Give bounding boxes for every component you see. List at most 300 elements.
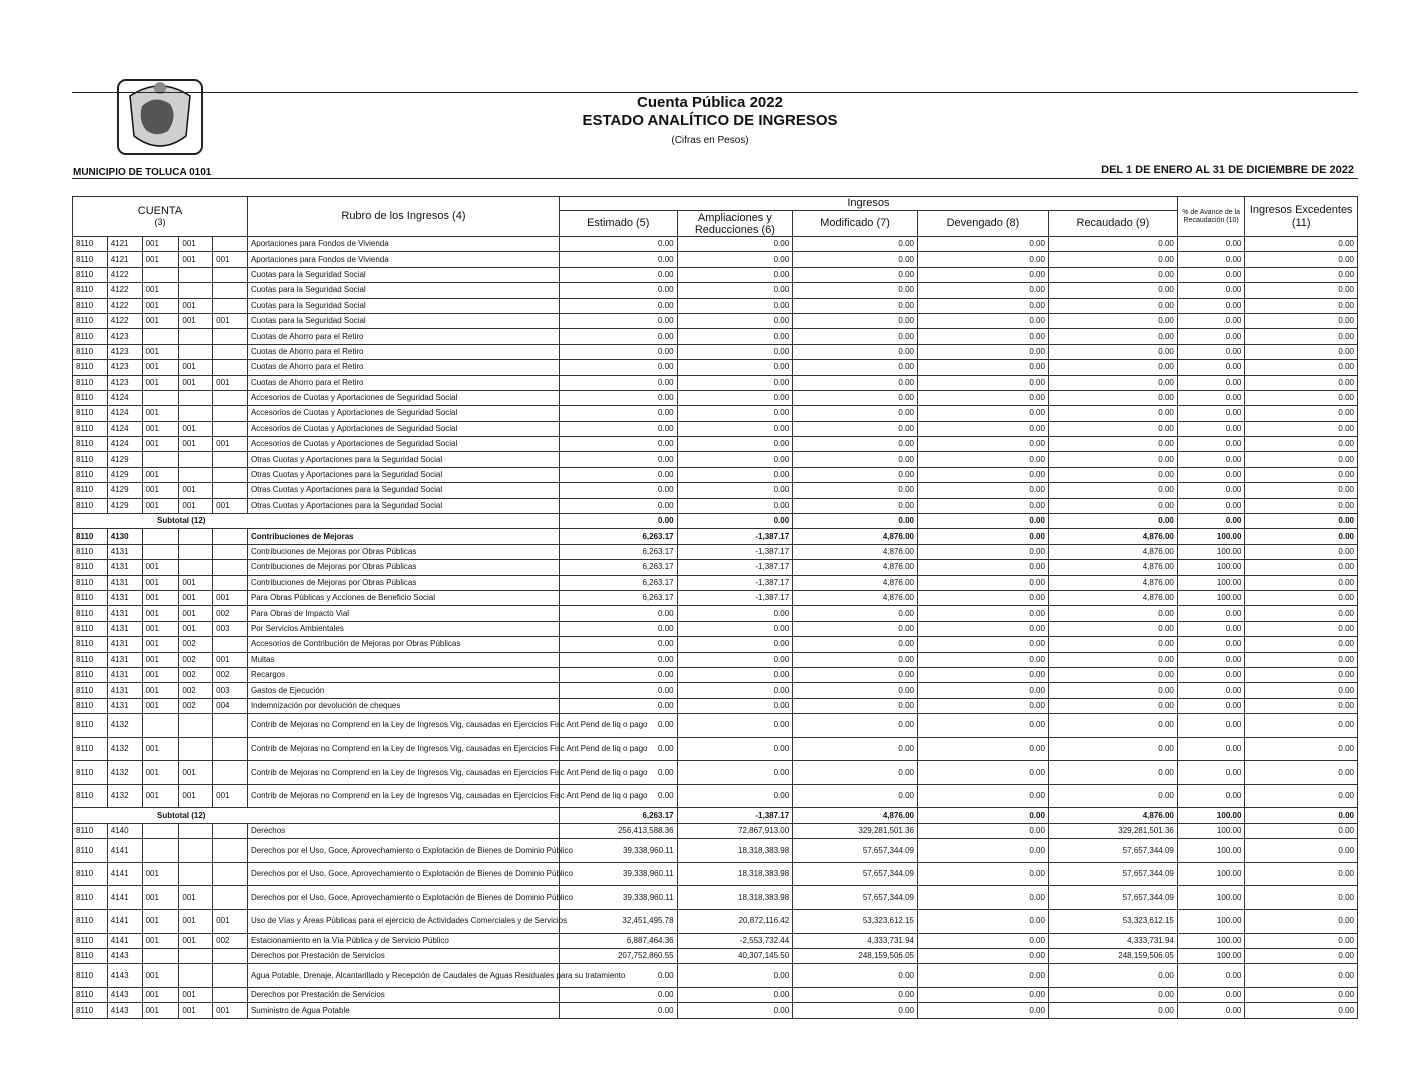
ampliaciones-cell: 0.00	[677, 283, 793, 298]
avance-cell: 0.00	[1177, 360, 1245, 375]
account-code-5: 001	[213, 252, 248, 267]
recaudado-cell: 0.00	[1048, 329, 1177, 344]
account-code-5: 001	[213, 375, 248, 390]
estimado-cell: 6,263.17	[559, 544, 677, 559]
rubro-cell: Recargos	[247, 667, 559, 682]
ampliaciones-cell: 0.00	[677, 298, 793, 313]
recaudado-cell: 0.00	[1048, 761, 1177, 785]
excedentes-cell: 0.00	[1245, 375, 1358, 390]
recaudado-cell: 0.00	[1048, 621, 1177, 636]
account-code-4: 001	[179, 313, 213, 328]
account-code-5	[213, 529, 248, 544]
account-code-4	[179, 467, 213, 482]
account-code-3: 001	[142, 698, 179, 713]
account-code-2: 4123	[107, 344, 142, 359]
ampliaciones-cell: 0.00	[677, 698, 793, 713]
account-code-1: 8110	[73, 606, 108, 621]
ampliaciones-cell: -1,387.17	[677, 560, 793, 575]
recaudado-cell: 0.00	[1048, 452, 1177, 467]
account-code-4: 001	[179, 988, 213, 1003]
account-code-3	[142, 823, 179, 838]
avance-cell: 0.00	[1177, 406, 1245, 421]
account-code-2: 4129	[107, 452, 142, 467]
account-code-4: 002	[179, 637, 213, 652]
table-row	[73, 390, 1358, 405]
avance-cell: 0.00	[1177, 714, 1245, 738]
account-code-4: 001	[179, 910, 213, 934]
recaudado-cell: 0.00	[1048, 667, 1177, 682]
estimado-cell: 0.00	[559, 761, 677, 785]
account-code-3: 001	[142, 1003, 179, 1018]
account-code-1: 8110	[73, 949, 108, 964]
account-code-1: 8110	[73, 737, 108, 761]
ampliaciones-cell: 0.00	[677, 637, 793, 652]
account-code-5	[213, 237, 248, 252]
account-code-1: 8110	[73, 590, 108, 605]
avance-cell: 0.00	[1177, 637, 1245, 652]
excedentes-cell: 0.00	[1245, 933, 1358, 948]
account-code-5: 001	[213, 437, 248, 452]
rubro-cell: Accesorios de Contribución de Mejoras por Obras Públicas	[247, 637, 559, 652]
devengado-cell: 0.00	[917, 313, 1048, 328]
account-code-2: 4131	[107, 652, 142, 667]
estimado-cell: 0.00	[559, 252, 677, 267]
recaudado-cell: 4,876.00	[1048, 560, 1177, 575]
devengado-cell: 0.00	[917, 683, 1048, 698]
estimado-cell: 0.00	[559, 452, 677, 467]
rubro-cell: Contribuciones de Mejoras por Obras Públicas	[247, 575, 559, 590]
table-row	[73, 683, 1358, 698]
ampliaciones-cell: 0.00	[677, 237, 793, 252]
excedentes-cell: 0.00	[1245, 698, 1358, 713]
recaudado-cell: 0.00	[1048, 483, 1177, 498]
estimado-cell: 207,752,860.55	[559, 949, 677, 964]
avance-cell: 0.00	[1177, 652, 1245, 667]
account-code-5: 001	[213, 1003, 248, 1018]
account-code-3: 001	[142, 283, 179, 298]
rubro-cell: Cuotas para la Seguridad Social	[247, 283, 559, 298]
account-code-3: 001	[142, 667, 179, 682]
excedentes-cell: 0.00	[1245, 964, 1358, 988]
modificado-cell: 0.00	[793, 667, 918, 682]
ampliaciones-cell: 0.00	[677, 683, 793, 698]
table-row	[73, 313, 1358, 328]
devengado-cell: 0.00	[917, 298, 1048, 313]
estimado-cell: 39,338,960.11	[559, 839, 677, 863]
account-code-4: 001	[179, 590, 213, 605]
devengado-cell: 0.00	[917, 839, 1048, 863]
account-code-3: 001	[142, 237, 179, 252]
avance-cell: 100.00	[1177, 575, 1245, 590]
devengado-cell: 0.00	[917, 483, 1048, 498]
table-row	[73, 267, 1358, 282]
modificado-cell: 0.00	[793, 452, 918, 467]
estimado-cell: 0.00	[559, 667, 677, 682]
account-code-2: 4143	[107, 949, 142, 964]
avance-cell: 100.00	[1177, 949, 1245, 964]
estimado-cell: 0.00	[559, 964, 677, 988]
modificado-cell: 0.00	[793, 283, 918, 298]
devengado-cell: 0.00	[917, 714, 1048, 738]
recaudado-cell: 4,876.00	[1048, 529, 1177, 544]
account-code-4: 001	[179, 252, 213, 267]
account-code-5: 003	[213, 621, 248, 636]
account-code-3: 001	[142, 575, 179, 590]
table-row	[73, 329, 1358, 344]
recaudado-cell: 0.00	[1048, 344, 1177, 359]
table-row	[73, 237, 1358, 252]
ampliaciones-cell: 0.00	[677, 652, 793, 667]
account-code-1: 8110	[73, 467, 108, 482]
ampliaciones-cell: 0.00	[677, 375, 793, 390]
account-code-1: 8110	[73, 784, 108, 808]
estimado-cell: 0.00	[559, 467, 677, 482]
recaudado-cell: 0.00	[1048, 267, 1177, 282]
excedentes-cell: 0.00	[1245, 560, 1358, 575]
estimado-cell: 0.00	[559, 298, 677, 313]
devengado-cell: 0.00	[917, 406, 1048, 421]
recaudado-cell: 248,159,506.05	[1048, 949, 1177, 964]
table-row	[73, 964, 1358, 988]
ampliaciones-cell: 0.00	[677, 329, 793, 344]
recaudado-cell: 0.00	[1048, 1003, 1177, 1018]
excedentes-cell: 0.00	[1245, 839, 1358, 863]
modificado-cell: 0.00	[793, 421, 918, 436]
table-row	[73, 467, 1358, 482]
excedentes-cell: 0.00	[1245, 575, 1358, 590]
estimado-cell: 0.00	[559, 483, 677, 498]
report-title: Cuenta Pública 2022	[637, 94, 783, 111]
devengado-cell: 0.00	[917, 862, 1048, 886]
avance-cell: 0.00	[1177, 237, 1245, 252]
avance-cell: 0.00	[1177, 298, 1245, 313]
account-code-1: 8110	[73, 375, 108, 390]
ampliaciones-cell: 0.00	[677, 737, 793, 761]
excedentes-cell: 0.00	[1245, 498, 1358, 513]
recaudado-cell: 0.00	[1048, 360, 1177, 375]
modificado-cell: 57,657,344.09	[793, 886, 918, 910]
account-code-4: 002	[179, 683, 213, 698]
excedentes-cell: 0.00	[1245, 886, 1358, 910]
account-code-3	[142, 452, 179, 467]
account-code-4	[179, 823, 213, 838]
account-code-1: 8110	[73, 988, 108, 1003]
avance-cell: 0.00	[1177, 467, 1245, 482]
modificado-cell: 0.00	[793, 390, 918, 405]
recaudado-cell: 0.00	[1048, 390, 1177, 405]
account-code-3: 001	[142, 360, 179, 375]
avance-cell: 0.00	[1177, 988, 1245, 1003]
estimado-cell: 0.00	[559, 514, 677, 529]
account-code-4: 001	[179, 498, 213, 513]
ampliaciones-cell: 0.00	[677, 621, 793, 636]
table-body	[73, 237, 1358, 1019]
recaudado-cell: 0.00	[1048, 237, 1177, 252]
avance-cell: 0.00	[1177, 344, 1245, 359]
rubro-cell: Cuotas de Ahorro para el Retiro	[247, 375, 559, 390]
account-code-5	[213, 360, 248, 375]
avance-cell: 0.00	[1177, 267, 1245, 282]
avance-cell: 100.00	[1177, 808, 1245, 823]
avance-cell: 0.00	[1177, 784, 1245, 808]
avance-cell: 0.00	[1177, 390, 1245, 405]
devengado-cell: 0.00	[917, 267, 1048, 282]
modificado-cell: 0.00	[793, 1003, 918, 1018]
account-code-3: 001	[142, 761, 179, 785]
account-code-1: 8110	[73, 862, 108, 886]
devengado-cell: 0.00	[917, 667, 1048, 682]
ampliaciones-cell: 0.00	[677, 390, 793, 405]
devengado-cell: 0.00	[917, 437, 1048, 452]
modificado-cell: 4,876.00	[793, 560, 918, 575]
account-code-3: 001	[142, 590, 179, 605]
ampliaciones-cell: 0.00	[677, 406, 793, 421]
modificado-cell: 0.00	[793, 784, 918, 808]
excedentes-cell: 0.00	[1245, 329, 1358, 344]
excedentes-header: Ingresos Excedentes (11)	[1245, 197, 1358, 237]
rubro-cell: Derechos por el Uso, Goce, Aprovechamiento o Explotación de Bienes de Dominio Público	[247, 862, 559, 886]
ampliaciones-cell: -1,387.17	[677, 575, 793, 590]
recaudado-cell: 0.00	[1048, 252, 1177, 267]
devengado-cell: 0.00	[917, 452, 1048, 467]
rubro-cell: Otras Cuotas y Aportaciones para la Seguridad Social	[247, 452, 559, 467]
ampliaciones-cell: -2,553,732.44	[677, 933, 793, 948]
devengado-cell: 0.00	[917, 498, 1048, 513]
estimado-cell: 6,263.17	[559, 560, 677, 575]
recaudado-cell: 0.00	[1048, 375, 1177, 390]
ampliaciones-cell: 0.00	[677, 784, 793, 808]
account-code-5	[213, 483, 248, 498]
ampliaciones-cell: 0.00	[677, 437, 793, 452]
devengado-cell: 0.00	[917, 761, 1048, 785]
account-code-3	[142, 267, 179, 282]
modificado-cell: 0.00	[793, 313, 918, 328]
devengado-cell: 0.00	[917, 988, 1048, 1003]
recaudado-cell: 0.00	[1048, 406, 1177, 421]
estimado-cell: 0.00	[559, 784, 677, 808]
account-code-3: 001	[142, 467, 179, 482]
table-row	[73, 252, 1358, 267]
account-code-3: 001	[142, 344, 179, 359]
modificado-cell: 0.00	[793, 988, 918, 1003]
account-code-1: 8110	[73, 933, 108, 948]
estimado-cell: 6,263.17	[559, 808, 677, 823]
account-code-1: 8110	[73, 683, 108, 698]
rubro-cell: Gastos de Ejecución	[247, 683, 559, 698]
rubro-cell: Cuotas de Ahorro para el Retiro	[247, 329, 559, 344]
account-code-2: 4123	[107, 360, 142, 375]
ampliaciones-cell: -1,387.17	[677, 590, 793, 605]
account-code-4	[179, 452, 213, 467]
excedentes-cell: 0.00	[1245, 267, 1358, 282]
account-code-1: 8110	[73, 452, 108, 467]
avance-cell: 0.00	[1177, 437, 1245, 452]
table-row	[73, 637, 1358, 652]
estimado-cell: 39,338,960.11	[559, 886, 677, 910]
modificado-cell: 248,159,506.05	[793, 949, 918, 964]
recaudado-cell: 0.00	[1048, 606, 1177, 621]
rubro-cell: Derechos por el Uso, Goce, Aprovechamiento o Explotación de Bienes de Dominio Público	[247, 886, 559, 910]
ampliaciones-cell: 18,318,383.98	[677, 862, 793, 886]
account-code-2: 4124	[107, 390, 142, 405]
rubro-cell: Contribuciones de Mejoras por Obras Públicas	[247, 560, 559, 575]
table-row	[73, 949, 1358, 964]
account-code-2: 4141	[107, 910, 142, 934]
rubro-cell: Otras Cuotas y Aportaciones para la Seguridad Social	[247, 467, 559, 482]
ampliaciones-cell: 0.00	[677, 313, 793, 328]
modificado-cell: 0.00	[793, 237, 918, 252]
estimado-cell: 0.00	[559, 606, 677, 621]
rubro-cell: Otras Cuotas y Aportaciones para la Seguridad Social	[247, 483, 559, 498]
account-code-4	[179, 560, 213, 575]
recaudado-cell: 57,657,344.09	[1048, 862, 1177, 886]
account-code-2: 4129	[107, 498, 142, 513]
ampliaciones-cell: 0.00	[677, 988, 793, 1003]
estimado-cell: 0.00	[559, 344, 677, 359]
modificado-cell: 53,323,612.15	[793, 910, 918, 934]
account-code-4	[179, 529, 213, 544]
modificado-cell: 4,876.00	[793, 808, 918, 823]
estimado-cell: 0.00	[559, 421, 677, 436]
account-code-4: 002	[179, 652, 213, 667]
ampliaciones-cell: 0.00	[677, 483, 793, 498]
account-code-2: 4129	[107, 467, 142, 482]
avance-cell: 0.00	[1177, 375, 1245, 390]
account-code-2: 4141	[107, 886, 142, 910]
table-row	[73, 714, 1358, 738]
excedentes-cell: 0.00	[1245, 313, 1358, 328]
account-code-2: 4131	[107, 590, 142, 605]
excedentes-cell: 0.00	[1245, 949, 1358, 964]
avance-cell: 0.00	[1177, 483, 1245, 498]
account-code-3	[142, 329, 179, 344]
modificado-cell: 0.00	[793, 344, 918, 359]
rubro-cell: Estacionamiento en la Vía Pública y de Servicio Público	[247, 933, 559, 948]
avance-cell: 0.00	[1177, 421, 1245, 436]
table-row	[73, 437, 1358, 452]
recaudado-cell: 0.00	[1048, 313, 1177, 328]
estimado-cell: 0.00	[559, 390, 677, 405]
recaudado-cell: 0.00	[1048, 298, 1177, 313]
table-row	[73, 529, 1358, 544]
table-row	[73, 360, 1358, 375]
devengado-cell: 0.00	[917, 823, 1048, 838]
account-code-3: 001	[142, 560, 179, 575]
table-row	[73, 498, 1358, 513]
rubro-cell: Uso de Vías y Áreas Públicas para el ejercicio de Actividades Comerciales y de Servicios	[247, 910, 559, 934]
account-code-2: 4121	[107, 237, 142, 252]
account-code-3: 001	[142, 964, 179, 988]
account-code-1: 8110	[73, 421, 108, 436]
account-code-3: 001	[142, 637, 179, 652]
devengado-cell: 0.00	[917, 467, 1048, 482]
account-code-2: 4143	[107, 988, 142, 1003]
account-code-1: 8110	[73, 886, 108, 910]
rubro-cell: Contrib de Mejoras no Comprend en la Ley de Ingresos Vig, causadas en Ejercicios Fisc Ant Pend de liq o pago	[247, 761, 559, 785]
devengado-cell: 0.00	[917, 949, 1048, 964]
subtotal-label: Subtotal (12)	[73, 514, 560, 529]
account-code-1: 8110	[73, 406, 108, 421]
account-code-5	[213, 421, 248, 436]
table-row	[73, 823, 1358, 838]
recaudado-cell: 0.00	[1048, 652, 1177, 667]
table-row	[73, 698, 1358, 713]
account-code-4: 002	[179, 698, 213, 713]
ampliaciones-cell: 0.00	[677, 360, 793, 375]
table-row	[73, 784, 1358, 808]
account-code-2: 4141	[107, 862, 142, 886]
rubro-cell: Cuotas para la Seguridad Social	[247, 298, 559, 313]
ampliaciones-cell: 0.00	[677, 964, 793, 988]
account-code-2: 4131	[107, 575, 142, 590]
estimado-cell: 0.00	[559, 437, 677, 452]
avance-cell: 0.00	[1177, 698, 1245, 713]
ampliaciones-cell: 18,318,383.98	[677, 886, 793, 910]
table-row	[73, 452, 1358, 467]
account-code-5: 001	[213, 910, 248, 934]
account-code-3: 001	[142, 652, 179, 667]
avance-cell: 100.00	[1177, 839, 1245, 863]
estimado-cell: 0.00	[559, 1003, 677, 1018]
rubro-cell: Derechos por Prestación de Servicios	[247, 988, 559, 1003]
account-code-2: 4122	[107, 313, 142, 328]
account-code-3: 001	[142, 437, 179, 452]
modificado-header: Modificado (7)	[793, 211, 918, 237]
estimado-cell: 0.00	[559, 621, 677, 636]
avance-cell: 100.00	[1177, 590, 1245, 605]
table-row	[73, 483, 1358, 498]
excedentes-cell: 0.00	[1245, 529, 1358, 544]
devengado-cell: 0.00	[917, 606, 1048, 621]
account-code-5	[213, 544, 248, 559]
avance-cell: 0.00	[1177, 283, 1245, 298]
devengado-header: Devengado (8)	[917, 211, 1048, 237]
account-code-5: 002	[213, 667, 248, 682]
table-row	[73, 406, 1358, 421]
account-code-3: 001	[142, 621, 179, 636]
modificado-cell: 4,876.00	[793, 544, 918, 559]
devengado-cell: 0.00	[917, 421, 1048, 436]
excedentes-cell: 0.00	[1245, 237, 1358, 252]
account-code-4: 002	[179, 667, 213, 682]
devengado-cell: 0.00	[917, 964, 1048, 988]
account-code-4: 001	[179, 784, 213, 808]
account-code-5: 001	[213, 652, 248, 667]
account-code-3	[142, 390, 179, 405]
excedentes-cell: 0.00	[1245, 714, 1358, 738]
account-code-3	[142, 544, 179, 559]
estimado-cell: 39,338,960.11	[559, 862, 677, 886]
account-code-1: 8110	[73, 329, 108, 344]
modificado-cell: 0.00	[793, 964, 918, 988]
excedentes-cell: 0.00	[1245, 637, 1358, 652]
rubro-cell: Cuotas de Ahorro para el Retiro	[247, 344, 559, 359]
ampliaciones-cell: 0.00	[677, 267, 793, 282]
avance-cell: 0.00	[1177, 498, 1245, 513]
account-code-2: 4129	[107, 483, 142, 498]
account-code-2: 4141	[107, 839, 142, 863]
account-code-2: 4131	[107, 683, 142, 698]
account-code-3: 001	[142, 483, 179, 498]
account-code-3: 001	[142, 406, 179, 421]
account-code-1: 8110	[73, 667, 108, 682]
ampliaciones-cell: 0.00	[677, 1003, 793, 1018]
account-code-3: 001	[142, 862, 179, 886]
recaudado-cell: 0.00	[1048, 698, 1177, 713]
estimado-cell: 0.00	[559, 737, 677, 761]
excedentes-cell: 0.00	[1245, 621, 1358, 636]
devengado-cell: 0.00	[917, 329, 1048, 344]
